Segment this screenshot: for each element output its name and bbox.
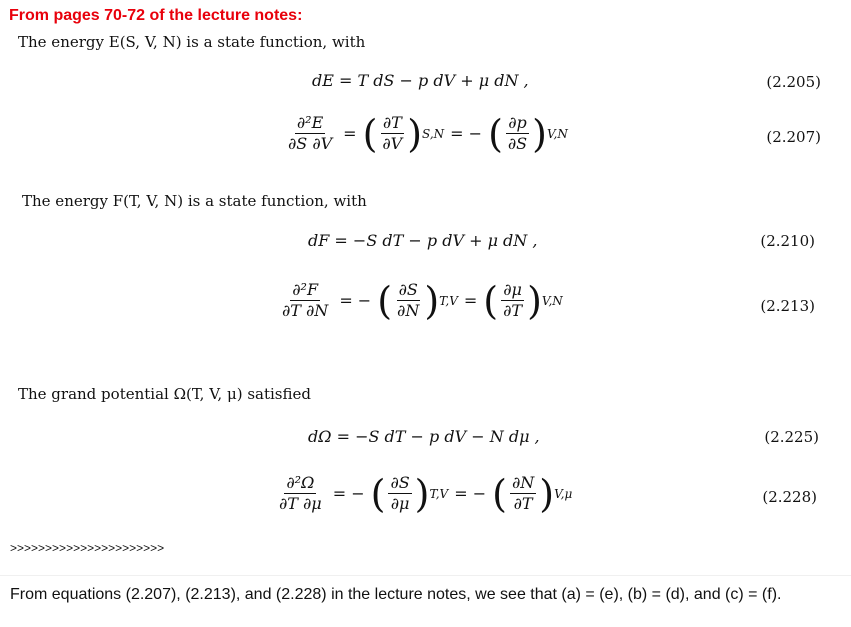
mid-fraction: $\frac{\partial T}{\partial V}$ bbox=[382, 113, 403, 153]
lhs-fraction: $\frac{\text{∂²Ω}}{\partial T \partial\mu}$ bbox=[279, 473, 322, 513]
rhs-subscript: V,μ bbox=[554, 486, 573, 501]
operator: = − bbox=[454, 484, 487, 503]
section-3-maxwell: $\frac{\text{∂²Ω}}{\partial T \partial\mu}$ = − ( $\frac{\partial S}{\partial\mu}$ ) T,V = − ( $\frac{\partial N}{\partial T}$ ) V,μ bbox=[279, 471, 573, 516]
operator: = − bbox=[339, 291, 372, 310]
mid-subscript: T,V bbox=[439, 293, 458, 308]
mid-subscript: T,V bbox=[429, 486, 449, 501]
section-3-intro: The grand potential Ω(T, V, μ) satisfied bbox=[18, 385, 311, 403]
rhs-fraction: $\frac{\partial N}{\partial T}$ bbox=[511, 473, 535, 513]
section-2-maxwell-num: (2.213) bbox=[760, 297, 815, 315]
mid-subscript: S,N bbox=[422, 126, 445, 141]
header-title: From pages 70-72 of the lecture notes: bbox=[9, 7, 303, 24]
operator: = − bbox=[332, 484, 365, 503]
section-2-diff-eq: dF = −S dT − p dV + μ dN , bbox=[308, 231, 538, 250]
section-2-diff-num: (2.210) bbox=[760, 232, 815, 250]
section-2-intro: The energy F(T, V, N) is a state function, with bbox=[22, 192, 367, 210]
section-3-diff-num: (2.225) bbox=[764, 428, 819, 446]
rhs-fraction: $\frac{\partial p}{\partial S}$ bbox=[507, 113, 528, 153]
separator-arrows: >>>>>>>>>>>>>>>>>>>>>> bbox=[10, 541, 165, 555]
section-1-maxwell-num: (2.207) bbox=[766, 128, 821, 146]
section-2-maxwell: $\frac{\text{∂²F}}{\partial T \partial N}$ = − ( $\frac{\partial S}{\partial N}$ ) T,V = ( $\frac{\partial\mu}{\partial T}$ ) V,N bbox=[282, 278, 563, 323]
rhs-subscript: V,N bbox=[546, 126, 568, 141]
section-3-diff-eq: dΩ = −S dT − p dV − N dμ , bbox=[308, 427, 540, 446]
section-1-maxwell: $\frac{\text{∂²E}}{\partial S \partial V}$ = ( $\frac{\partial T}{\partial V}$ ) S,N = − ( $\frac{\partial p}{\partial S}$ ) V,N bbox=[288, 111, 568, 156]
lhs-fraction: $\frac{\text{∂²F}}{\partial T \partial N}$ bbox=[282, 280, 329, 320]
section-3-maxwell-num: (2.228) bbox=[762, 488, 817, 506]
operator: = bbox=[463, 291, 478, 310]
section-1-diff-eq: dE = T dS − p dV + μ dN , bbox=[312, 71, 529, 90]
section-1-intro: The energy E(S, V, N) is a state function, with bbox=[18, 33, 366, 51]
divider bbox=[0, 575, 851, 576]
mid-fraction: $\frac{\partial S}{\partial N}$ bbox=[397, 280, 420, 320]
mid-fraction: $\frac{\partial S}{\partial\mu}$ bbox=[390, 473, 410, 513]
operator: = − bbox=[450, 124, 483, 143]
rhs-fraction: $\frac{\partial\mu}{\partial T}$ bbox=[503, 280, 523, 320]
section-1-diff-num: (2.205) bbox=[766, 73, 821, 91]
operator: = bbox=[343, 124, 357, 143]
conclusion-text: From equations (2.207), (2.213), and (2.228) in the lecture notes, we see that (a) = (e), (b) = (d), and (c) = (f). bbox=[10, 586, 782, 603]
rhs-subscript: V,N bbox=[541, 293, 563, 308]
lhs-fraction: $\frac{\text{∂²E}}{\partial S \partial V}$ bbox=[288, 113, 333, 153]
